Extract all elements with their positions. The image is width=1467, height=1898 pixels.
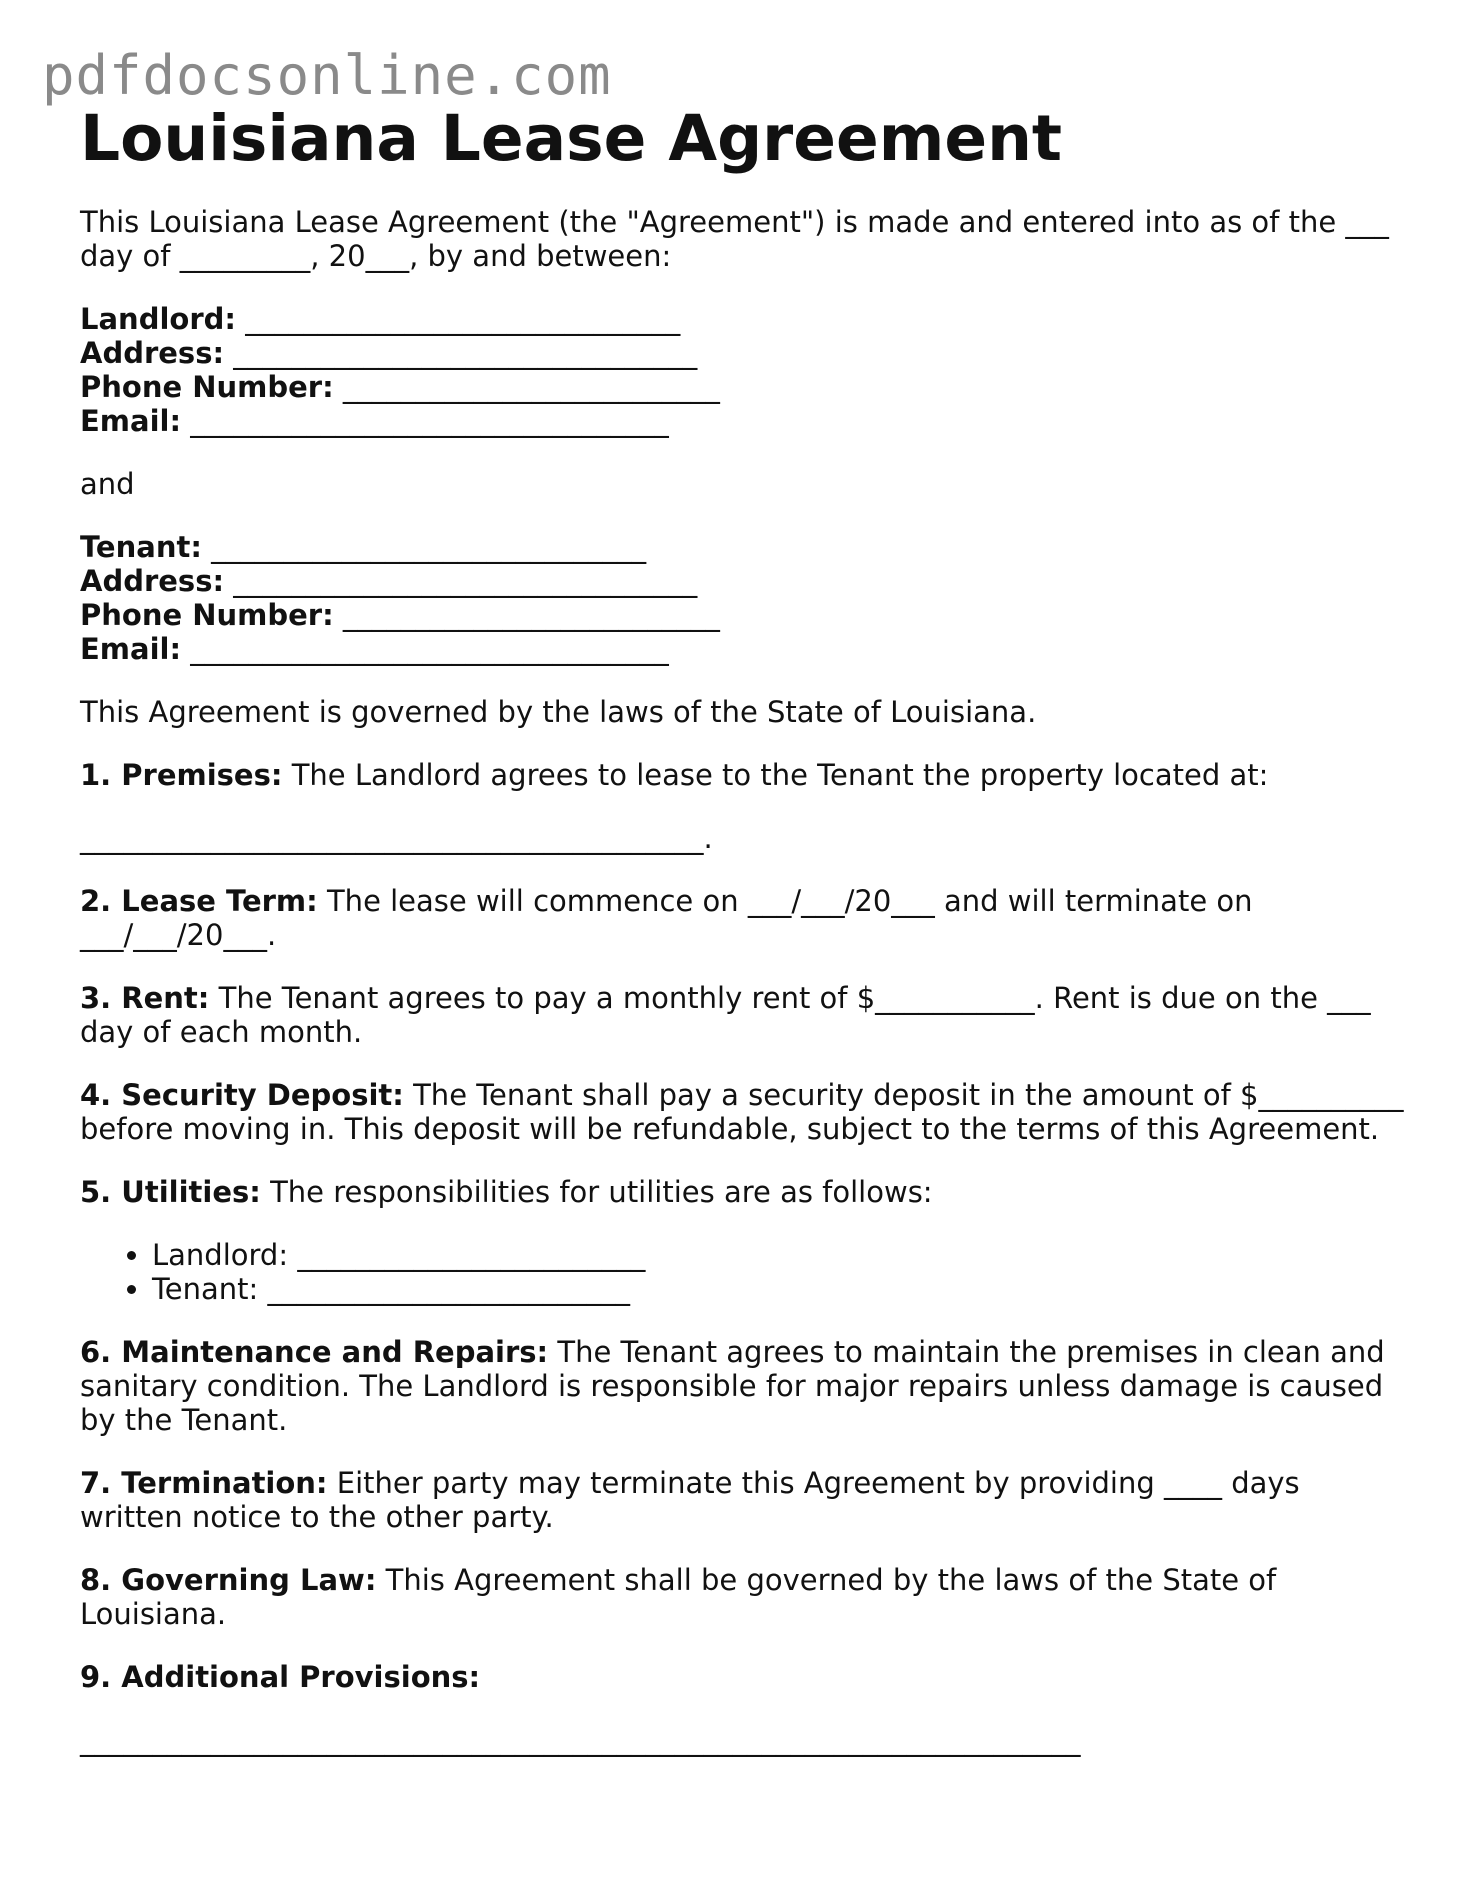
utilities-tenant-label: Tenant: xyxy=(152,1272,259,1306)
section-premises-heading: 1. Premises: xyxy=(80,758,283,792)
landlord-address-line xyxy=(80,336,1410,370)
section-additional xyxy=(80,1660,1410,1694)
landlord-name-label: Landlord: xyxy=(80,302,236,336)
section-rent-text: The Tenant agrees to pay a monthly rent of $___________. Rent is due on the ___ day of each month. xyxy=(80,981,1371,1049)
section-security-deposit xyxy=(80,1078,1410,1146)
section-premises xyxy=(80,758,1410,792)
document-title: Louisiana Lease Agreement xyxy=(80,102,1063,175)
section-maintenance-text: The Tenant agrees to maintain the premises in clean and sanitary condition. The Landlord is responsible for major repairs unless damage is caused by the Tenant. xyxy=(80,1335,1385,1437)
tenant-name-blank[interactable]: ______________________________ xyxy=(211,530,647,564)
utilities-item-landlord xyxy=(152,1238,1410,1272)
section-utilities-text: The responsibilities for utilities are as follows: xyxy=(270,1175,933,1209)
section-lease-term-text: The lease will commence on ___/___/20___ and will terminate on ___/___/20___. xyxy=(80,884,1253,952)
section-utilities-heading: 5. Utilities: xyxy=(80,1175,261,1209)
section-security-deposit-heading: 4. Security Deposit: xyxy=(80,1078,404,1112)
tenant-name-label: Tenant: xyxy=(80,530,202,564)
section-rent xyxy=(80,981,1410,1049)
utilities-list xyxy=(80,1238,1410,1306)
section-rent-heading: 3. Rent: xyxy=(80,981,210,1015)
utilities-tenant-blank[interactable]: _________________________ xyxy=(267,1272,631,1306)
landlord-email-line xyxy=(80,404,1410,438)
tenant-block xyxy=(80,530,1410,666)
premises-address-blank[interactable]: ___________________________________________. xyxy=(80,821,713,855)
section-premises-text: The Landlord agrees to lease to the Tenant the property located at: xyxy=(291,758,1269,792)
section-termination-heading: 7. Termination: xyxy=(80,1466,328,1500)
and-text: and xyxy=(80,467,135,501)
landlord-name-blank[interactable]: ______________________________ xyxy=(245,302,681,336)
landlord-name-line xyxy=(80,302,1410,336)
document-body xyxy=(80,205,1410,1786)
landlord-phone-label: Phone Number: xyxy=(80,370,334,404)
section-maintenance xyxy=(80,1335,1410,1437)
landlord-email-label: Email: xyxy=(80,404,182,438)
utilities-landlord-label: Landlord: xyxy=(152,1238,289,1272)
section-lease-term-heading: 2. Lease Term: xyxy=(80,884,318,918)
tenant-email-label: Email: xyxy=(80,632,182,666)
landlord-email-blank[interactable]: _________________________________ xyxy=(190,404,669,438)
tenant-address-line xyxy=(80,564,1410,598)
intro-paragraph: This Louisiana Lease Agreement (the "Agreement") is made and entered into as of the ___ day of _________, 20___, by and between: xyxy=(80,205,1389,273)
section-lease-term xyxy=(80,884,1410,952)
section-governing-law-text: This Agreement shall be governed by the laws of the State of Louisiana. xyxy=(80,1563,1277,1631)
section-governing-law xyxy=(80,1563,1410,1631)
section-termination-text: Either party may terminate this Agreement by providing ____ days written notice to the other party. xyxy=(80,1466,1300,1534)
tenant-email-line xyxy=(80,632,1410,666)
landlord-block xyxy=(80,302,1410,438)
governed-statement: This Agreement is governed by the laws of the State of Louisiana. xyxy=(80,695,1037,729)
landlord-address-blank[interactable]: ________________________________ xyxy=(233,336,698,370)
landlord-phone-blank[interactable]: __________________________ xyxy=(342,370,720,404)
additional-provisions-blank[interactable]: _____________________________________________________________________ xyxy=(80,1723,1081,1757)
section-governing-law-heading: 8. Governing Law: xyxy=(80,1563,377,1597)
section-additional-heading: 9. Additional Provisions: xyxy=(80,1660,481,1694)
utilities-landlord-blank[interactable]: ________________________ xyxy=(297,1238,646,1272)
landlord-phone-line xyxy=(80,370,1410,404)
tenant-phone-label: Phone Number: xyxy=(80,598,334,632)
section-utilities xyxy=(80,1175,1410,1209)
tenant-phone-blank[interactable]: __________________________ xyxy=(342,598,720,632)
tenant-phone-line xyxy=(80,598,1410,632)
utilities-item-tenant xyxy=(152,1272,1410,1306)
section-security-deposit-text: The Tenant shall pay a security deposit in the amount of $__________ before moving in. This deposit will be refundable, subject to the terms of this Agreement. xyxy=(80,1078,1404,1146)
landlord-address-label: Address: xyxy=(80,336,225,370)
tenant-address-blank[interactable]: ________________________________ xyxy=(233,564,698,598)
tenant-email-blank[interactable]: _________________________________ xyxy=(190,632,669,666)
tenant-address-label: Address: xyxy=(80,564,225,598)
watermark: pdfdocsonline.com xyxy=(42,44,612,107)
section-maintenance-heading: 6. Maintenance and Repairs: xyxy=(80,1335,549,1369)
section-termination xyxy=(80,1466,1410,1534)
tenant-name-line xyxy=(80,530,1410,564)
